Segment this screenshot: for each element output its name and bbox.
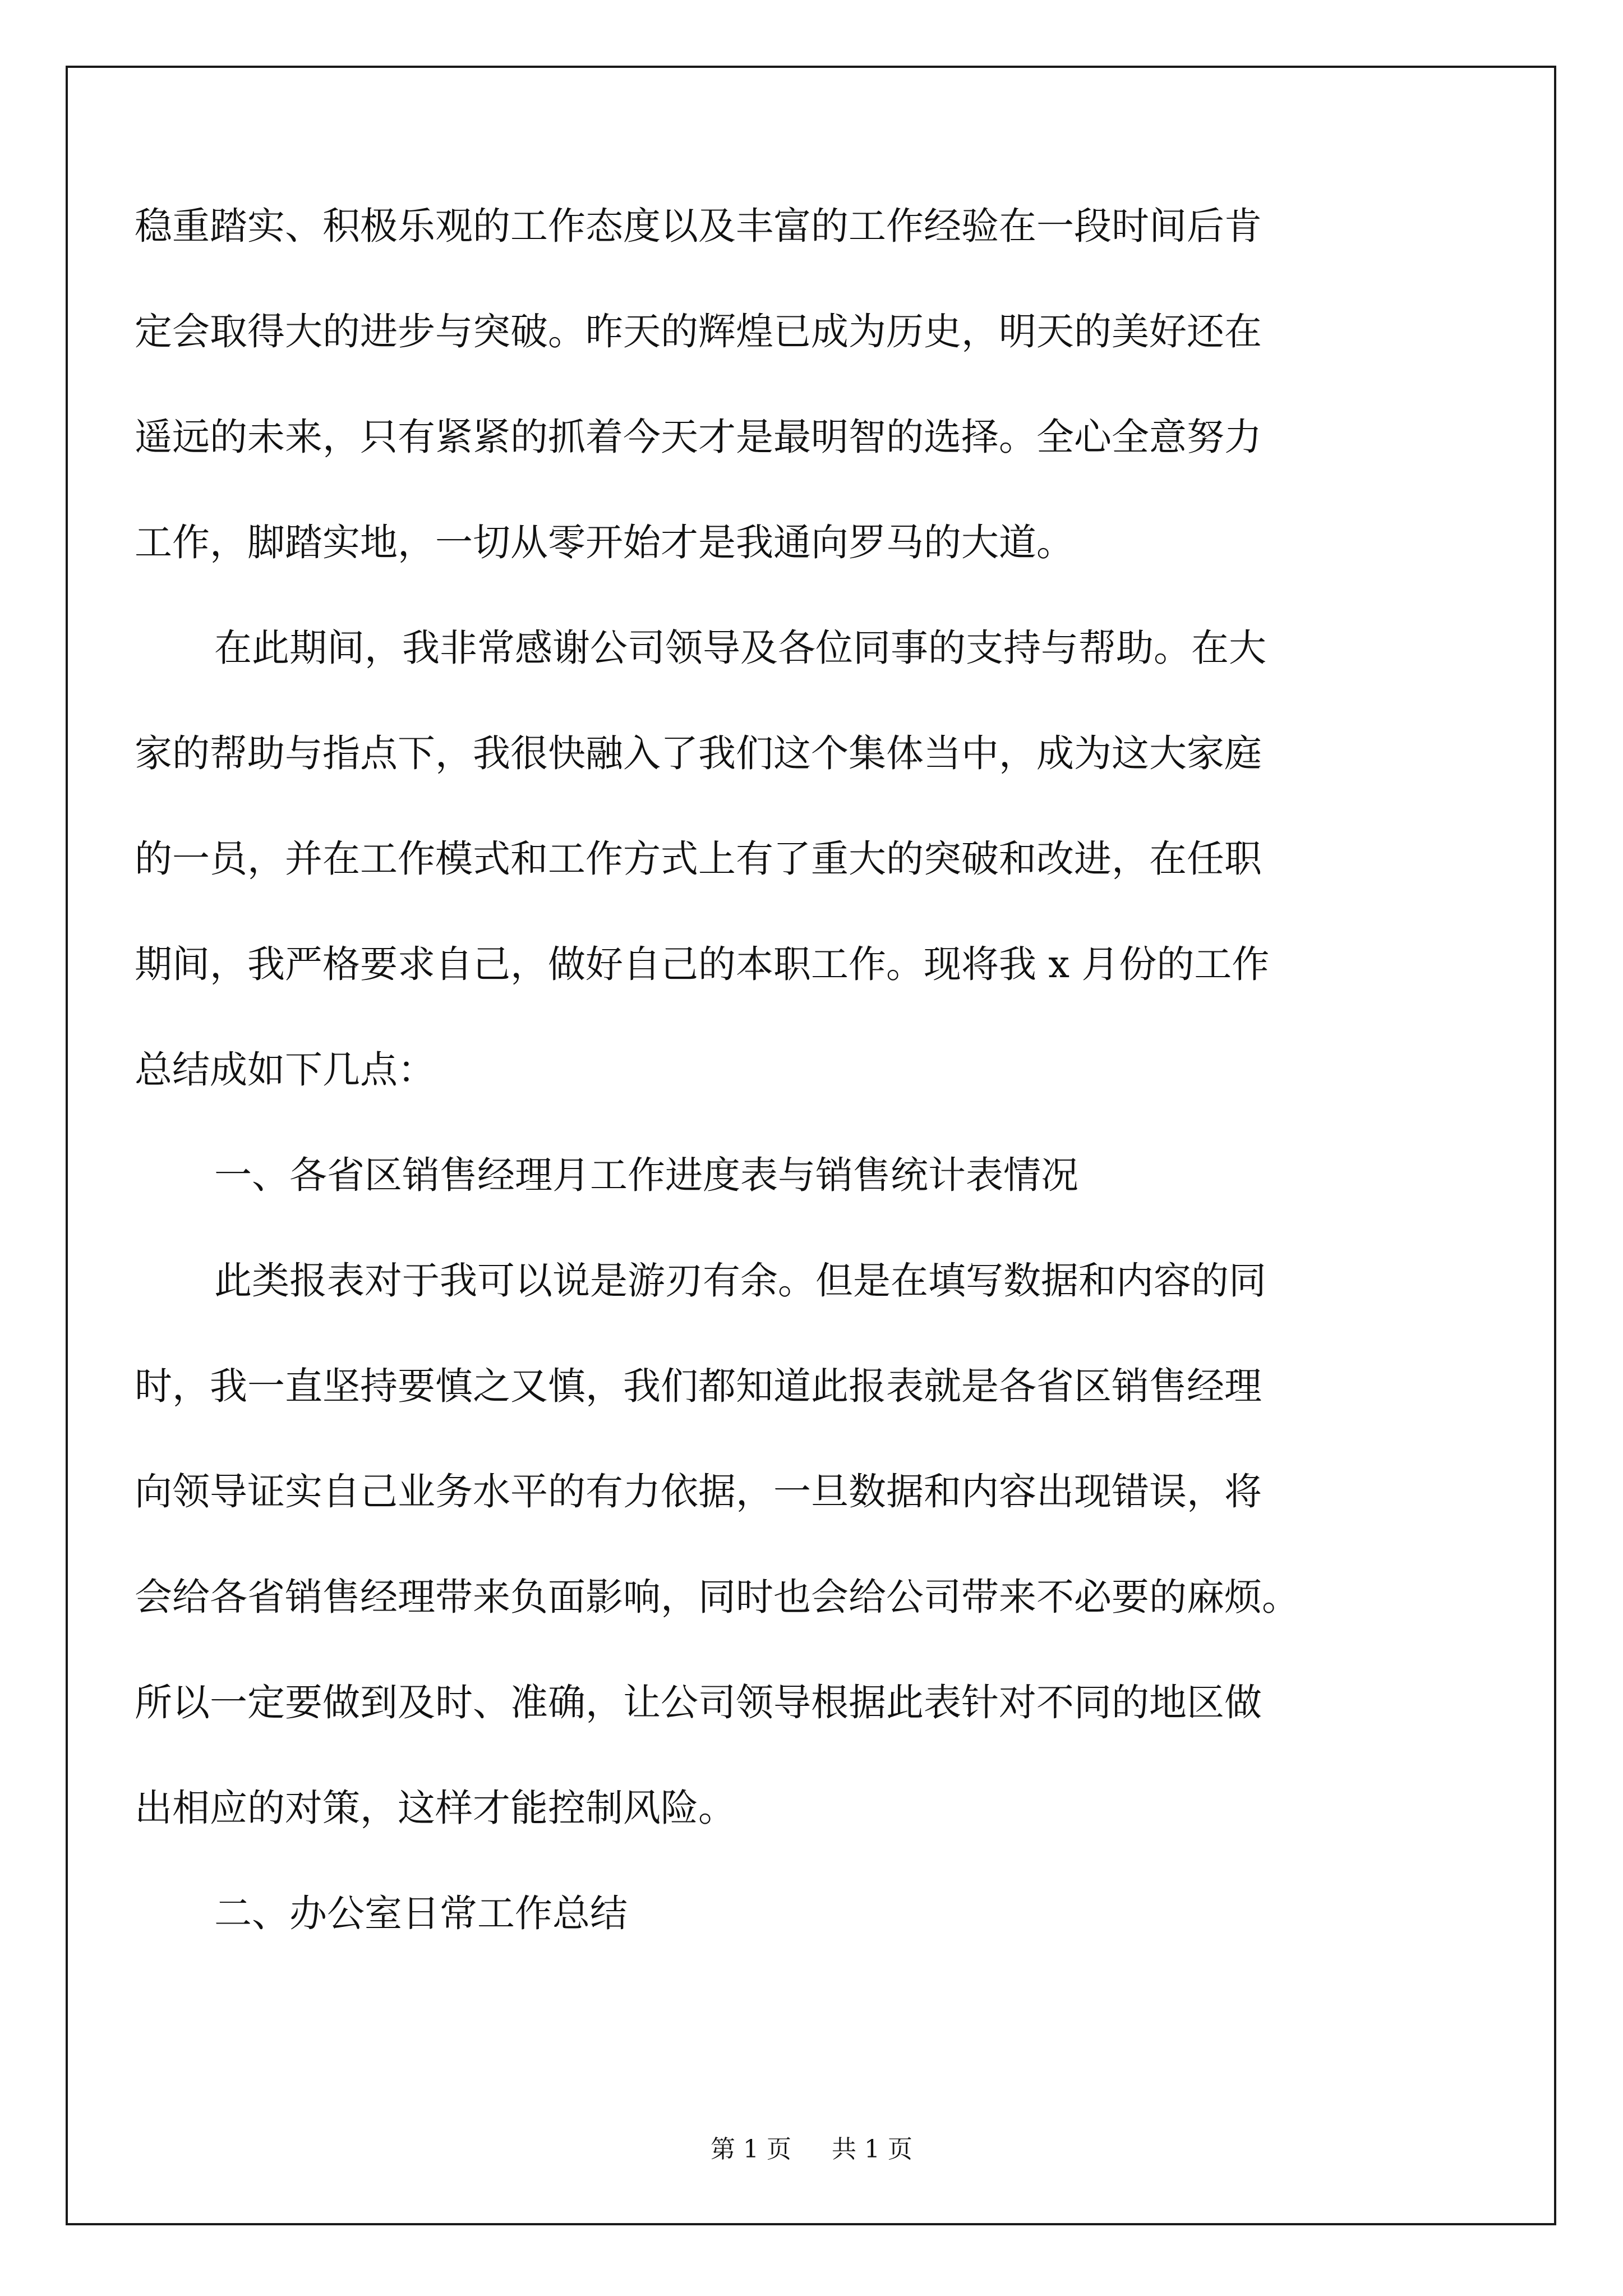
body-text-line: 工作，脚踏实地，一切从零开始才是我通向罗马的大道。 [135,521,1074,564]
body-text-line: 定会取得大的进步与突破。昨天的辉煌已成为历史，明天的美好还在 [135,310,1262,353]
body-text-line: 向领导证实自己业务水平的有力依据，一旦数据和内容出现错误，将 [135,1470,1262,1513]
body-text-line: 会给各省销售经理带来负面影响，同时也会给公司带来不必要的麻烦。 [135,1575,1299,1619]
body-text-line: 家的帮助与指点下，我很快融入了我们这个集体当中，成为这大家庭 [135,731,1262,775]
body-text-line: 在此期间，我非常感谢公司领导及各位同事的支持与帮助。在大 [214,626,1266,670]
page-total: 共 1 页 [832,2135,912,2164]
body-text-line: 期间，我严格要求自己，做好自己的本职工作。现将我 x 月份的工作 [135,942,1270,986]
page-number: 第 1 页 [711,2135,791,2164]
body-text-line: 时，我一直坚持要慎之又慎，我们都知道此报表就是各省区销售经理 [135,1364,1262,1408]
body-text-line: 的一员，并在工作模式和工作方式上有了重大的突破和改进，在任职 [135,837,1262,881]
body-text-line: 稳重踏实、积极乐观的工作态度以及丰富的工作经验在一段时间后肯 [135,204,1262,248]
body-text-line: 遥远的未来，只有紧紧的抓着今天才是最明智的选择。全心全意努力 [135,415,1262,459]
section-heading: 一、各省区销售经理月工作进度表与销售统计表情况 [214,1153,1078,1197]
body-text-line: 总结成如下几点： [135,1048,435,1092]
section-heading: 二、办公室日常工作总结 [214,1892,628,1935]
page-footer [0,2129,1623,2165]
body-text-line: 出相应的对策，这样才能控制风险。 [135,1786,736,1830]
body-text-line: 此类报表对于我可以说是游刃有余。但是在填写数据和内容的同 [214,1259,1266,1303]
body-text-line: 所以一定要做到及时、准确，让公司领导根据此表针对不同的地区做 [135,1681,1262,1724]
